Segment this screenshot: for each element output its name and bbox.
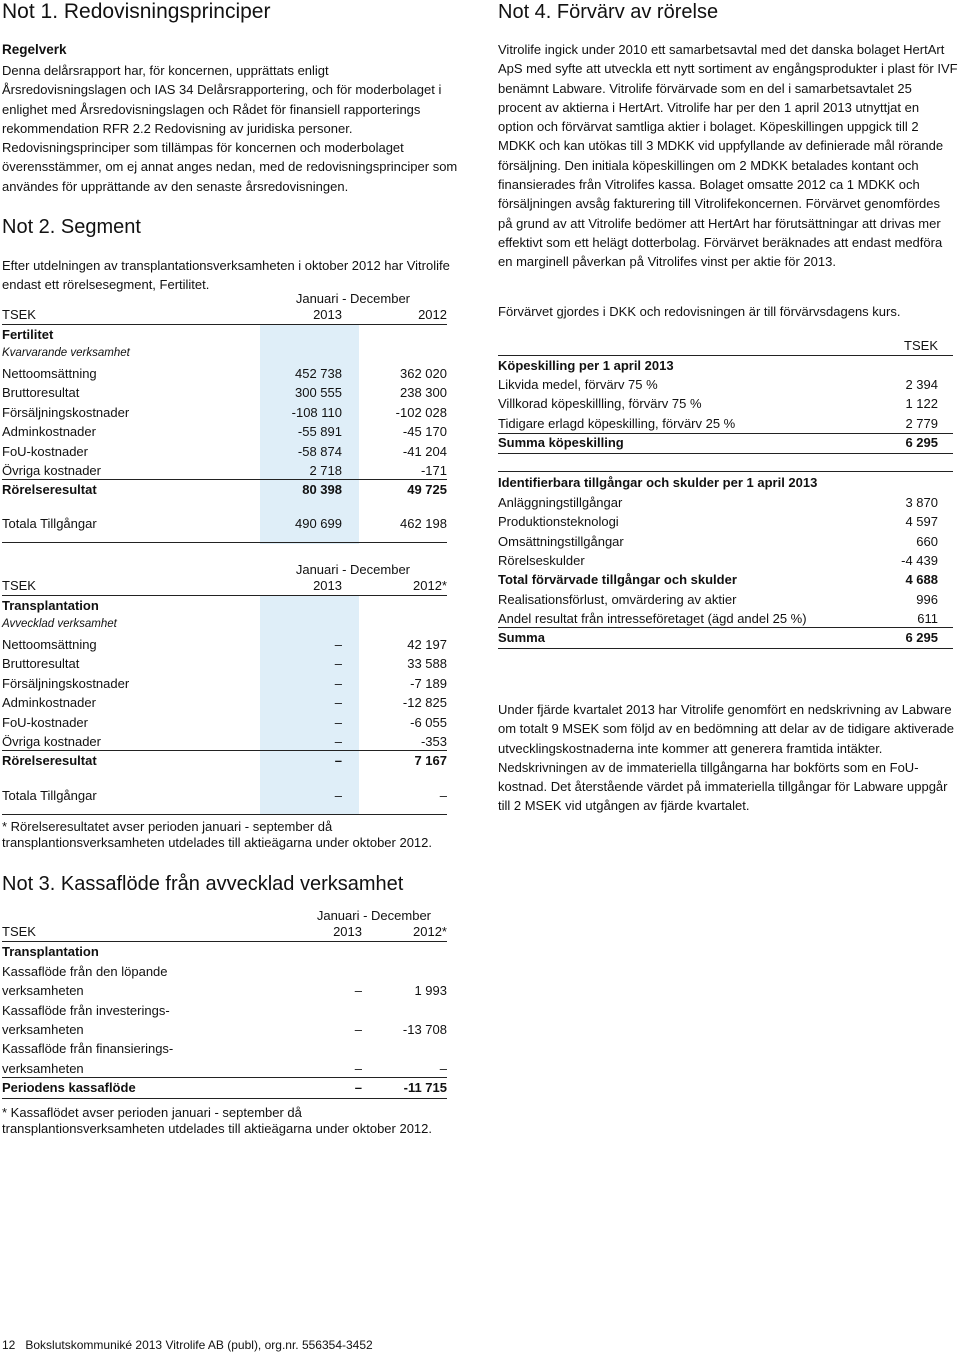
row-value-current: -55 891 <box>297 424 342 440</box>
table-row <box>498 394 953 413</box>
row-value: 4 597 <box>905 514 938 530</box>
t3-total-v1: – <box>354 1080 362 1095</box>
row-value: -6 055 <box>410 714 447 730</box>
table-row <box>2 442 447 461</box>
row-label: Kassaflöde från den löpande <box>2 964 168 979</box>
row-label: verksamheten <box>2 1060 84 1076</box>
table-row <box>498 375 953 394</box>
row-label: Adminkostnader <box>2 695 96 711</box>
t2-bottom-rule <box>2 814 447 815</box>
row-label: Kassaflöde från investerings- <box>2 1002 170 1018</box>
t1-assets-label: Totala Tillgångar <box>2 516 97 531</box>
row-value: 238 300 <box>400 385 447 401</box>
row-value: -171 <box>420 463 447 478</box>
t3-col-2013: 2013 <box>333 924 362 939</box>
t4-unit: TSEK <box>904 338 938 353</box>
t1-total-row <box>2 480 447 499</box>
table-row <box>2 461 447 480</box>
row-value-current: – <box>334 675 342 691</box>
row-value: 660 <box>916 533 938 549</box>
t1-assets-v1: 490 699 <box>295 516 342 531</box>
table-row <box>2 1059 447 1078</box>
row-value-current: -58 874 <box>297 443 342 459</box>
row-value-current: – <box>334 714 342 730</box>
t2-assets-row <box>2 786 447 805</box>
t3-bottom-rule <box>2 1098 447 1099</box>
t1-section: Fertilitet <box>2 327 54 342</box>
not4-title: Not 4. Förvärv av rörelse <box>498 1 719 23</box>
row-value: 2 779 <box>905 415 938 431</box>
table-row <box>2 422 447 441</box>
row-label: Realisationsförlust, omvärdering av aktier <box>498 592 737 607</box>
kop-total-value: 6 295 <box>905 435 938 450</box>
row-value: -7 189 <box>410 675 447 691</box>
t1-total-v2: 49 725 <box>407 482 447 497</box>
row-label: Omsättningstillgångar <box>498 533 624 549</box>
t1-total-v1: 80 398 <box>302 482 342 497</box>
row-value: -41 204 <box>402 443 447 459</box>
row-value-current: – <box>354 1022 362 1038</box>
t3-total-label: Periodens kassaflöde <box>2 1080 136 1095</box>
t1-assets-v2: 462 198 <box>400 516 447 531</box>
t1-col-2012: 2012 <box>418 307 447 322</box>
id-sum-row <box>498 628 953 647</box>
t3-unit: TSEK <box>2 924 36 939</box>
row-value: 33 588 <box>407 656 447 672</box>
row-value-current: 452 738 <box>295 366 342 381</box>
t1-bottom-rule <box>2 542 447 543</box>
row-label: Övriga kostnader <box>2 734 101 749</box>
t2-total-v1: – <box>334 753 342 768</box>
row-value: – <box>439 1060 447 1076</box>
row-label: Produktionsteknologi <box>498 514 619 530</box>
table-row <box>2 654 447 673</box>
t2-assets-label: Totala Tillgångar <box>2 788 97 803</box>
row-value-current: – <box>354 983 362 999</box>
t1-assets-row <box>2 514 447 533</box>
t1-unit: TSEK <box>2 307 36 322</box>
table-row <box>2 383 447 402</box>
not1-subtitle: Regelverk <box>2 42 67 57</box>
id-total-row <box>498 570 953 589</box>
table-row <box>2 674 447 693</box>
id-total-value: 4 688 <box>905 572 938 587</box>
row-value: 1 993 <box>414 983 447 999</box>
kop-total-row <box>498 433 953 452</box>
t2-section: Transplantation <box>2 598 99 613</box>
t3-col-2012: 2012* <box>413 924 447 939</box>
row-value: -45 170 <box>402 424 447 440</box>
table-row <box>2 981 447 1000</box>
t3-total-row <box>2 1078 447 1097</box>
row-label-line1 <box>2 962 447 981</box>
t1-subsection: Kvarvarande verksamhet <box>2 347 130 359</box>
row-label: Nettoomsättning <box>2 637 97 652</box>
page-number: 12 <box>2 1338 16 1352</box>
row-label: Villkorad köpeskillling, förvärv 75 % <box>498 396 702 412</box>
not1-title: Not 1. Redovisningsprinciper <box>2 0 271 23</box>
t2-col-2013: 2013 <box>313 578 342 593</box>
id-header-rule <box>498 471 953 472</box>
table-row <box>2 732 447 751</box>
not2-footnote: * Rörelseresultatet avser perioden januari - september då transplantionsverksamheten utdelades till aktieägarna under oktober 2012. <box>2 819 432 850</box>
row-value: -4 439 <box>901 553 938 569</box>
row-label: Andel resultat från intresseföretaget (ägd andel 25 %) <box>498 611 807 627</box>
t3-total-v2: -11 715 <box>403 1080 447 1095</box>
row-label: Likvida medel, förvärv 75 % <box>498 377 658 392</box>
row-value: 42 197 <box>407 637 447 652</box>
row-value: 996 <box>916 592 938 607</box>
row-label: Försäljningskostnader <box>2 404 130 420</box>
not4-paragraph-1: Vitrolife ingick under 2010 ett samarbetsavtal med det danska bolaget HertArt ApS med syfte att utveckla ett nytt sortiment av engångsprodukter i plast för IVF benämnt Labware. Vitrolife förvärvade som en del i samarbetsavtalet 25 procent av aktierna i HertArt. Vitrolife har per den 1 april 2013 utnyttjat en option och förvärvat samtliga aktier i bolaget. Köpeskillingen uppgick till 2 MDKK och kan utökas till 3 MDKK vid uppfyllande av definierade mål rörande försäljning. Den initiala köpeskillingen om 2 MDKK betalades kontant och finansierades från Vitrolifes kassa. Bolaget omsatte 2012 ca 1 MDKK och försäljningen avsåg fakturering till Vitrolifekoncernen. Förvärvet genomfördes på grund av att Vitrolife bedömer att HertArt har förutsättningar att drivas mer effektivt som ett helägt dotterbolag. Förvärvet beräknades att endast medföra en marginell påverkan på Vitrolifes vinst per aktie för 2013. <box>498 42 958 270</box>
table-row <box>498 609 953 628</box>
row-value: -353 <box>420 734 447 749</box>
not4-paragraph-2: Förvärvet gjordes i DKK och redovisningen är till förvärvsdagens kurs. <box>498 304 901 319</box>
footer-text: Bokslutskommuniké 2013 Vitrolife AB (publ), org.nr. 556354-3452 <box>25 1338 373 1352</box>
row-value-current: – <box>334 734 342 749</box>
id-bottom-rule <box>498 648 953 649</box>
table-row <box>498 590 953 609</box>
row-value: -102 028 <box>395 404 447 420</box>
table-row <box>2 693 447 712</box>
row-value-current: – <box>334 637 342 652</box>
table-row <box>498 512 953 531</box>
id-sum-value: 6 295 <box>905 630 938 645</box>
id-total-label: Total förvärvade tillgångar och skulder <box>498 572 737 587</box>
t2-period: Januari - December <box>295 562 410 577</box>
not4-paragraph-3: Under fjärde kvartalet 2013 har Vitrolife genomfört en nedskrivning av Labware om totalt 9 MSEK som följd av en bedömning att delar av de tidigare aktiverade utvecklingskostnaderna inte kommer att generera framtida intäkter. Nedskrivningen av de immateriella tillgångarna har bokförts som en FoU-kostnad. Det återstående värdet på immateriella tillgångar för Labware uppgår till 2 MSEK vid utgången av fjärde kvartalet. <box>498 702 954 814</box>
table-row <box>498 551 953 570</box>
not1-paragraph-2: Redovisningsprinciper som tillämpas för koncernen och moderbolaget överensstämmer, om ej annat anges nedan, med de redovisningsprinciper som användes för upprättande av den senaste årsredovisningen. <box>2 140 458 194</box>
table-row <box>498 493 953 512</box>
row-label: Adminkostnader <box>2 424 96 440</box>
table-row <box>2 403 447 422</box>
not3-title: Not 3. Kassaflöde från avvecklad verksamhet <box>2 873 404 895</box>
row-label: Bruttoresultat <box>2 656 80 672</box>
row-value-current: 2 718 <box>309 463 342 478</box>
t3-period: Januari - December <box>316 908 431 923</box>
row-label: Rörelseskulder <box>498 553 585 569</box>
row-value: 3 870 <box>905 495 938 510</box>
row-value-current: -108 110 <box>291 404 342 420</box>
row-value-current: – <box>334 695 342 711</box>
not2-title: Not 2. Segment <box>2 216 141 238</box>
row-label: Tidigare erlagd köpeskilling, förvärv 25 % <box>498 415 736 431</box>
row-label-line1 <box>2 1039 447 1058</box>
row-label: FoU-kostnader <box>2 714 88 730</box>
t2-assets-v2: – <box>439 788 447 803</box>
table-row <box>2 364 447 383</box>
table-row <box>498 414 953 433</box>
row-value-current: 300 555 <box>295 385 342 401</box>
row-label: Övriga kostnader <box>2 463 101 478</box>
row-value: 2 394 <box>905 377 938 392</box>
row-label: Bruttoresultat <box>2 385 80 401</box>
t2-total-v2: 7 167 <box>414 753 447 768</box>
t1-period: Januari - December <box>295 291 410 306</box>
row-label: Kassaflöde från finansierings- <box>2 1041 174 1057</box>
t2-assets-v1: – <box>334 788 342 803</box>
row-value: -13 708 <box>402 1022 447 1038</box>
id-title: Identifierbara tillgångar och skulder per 1 april 2013 <box>498 475 818 490</box>
t2-total-label: Rörelseresultat <box>2 753 97 768</box>
table-row <box>2 1020 447 1039</box>
row-label: verksamheten <box>2 1022 84 1038</box>
row-label: Försäljningskostnader <box>2 675 130 691</box>
t3-section: Transplantation <box>2 944 99 959</box>
kop-total-label: Summa köpeskilling <box>498 435 624 450</box>
not1-paragraph-1: Denna delårsrapport har, för koncernen, upprättats enligt Årsredovisningslagen och IAS 34 Delårsrapportering, och för moderbolaget i enlighet med Årsredovisningslagen och Rådet för finansiell rapporterings rekommendation RFR 2.2 Redovisning av juridiska personer. <box>2 63 442 136</box>
row-value: 362 020 <box>400 366 447 381</box>
t2-col-2012: 2012* <box>413 578 447 593</box>
row-value: 1 122 <box>905 396 938 412</box>
row-label-line1 <box>2 1001 447 1020</box>
not2-intro: Efter utdelningen av transplantationsverksamheten i oktober 2012 har Vitrolife endast ett rörelsesegment, Fertilitet. <box>2 258 450 293</box>
row-label: FoU-kostnader <box>2 443 88 459</box>
t2-subsection: Avvecklad verksamhet <box>2 618 117 630</box>
t2-unit: TSEK <box>2 578 36 593</box>
t1-col-2013: 2013 <box>313 307 342 322</box>
page-footer <box>2 1338 373 1352</box>
kop-title: Köpeskilling per 1 april 2013 <box>498 358 674 373</box>
row-value-current: – <box>354 1060 362 1076</box>
table-row <box>2 713 447 732</box>
id-sum-label: Summa <box>498 630 545 645</box>
t1-total-label: Rörelseresultat <box>2 482 97 497</box>
row-label: Anläggningstillgångar <box>498 495 623 510</box>
table-row <box>2 635 447 654</box>
table-row <box>498 532 953 551</box>
row-value: -12 825 <box>402 695 447 711</box>
row-value: 611 <box>917 611 938 627</box>
row-label: Nettoomsättning <box>2 366 97 381</box>
row-value-current: – <box>334 656 342 672</box>
kop-bottom-rule <box>498 453 953 454</box>
not3-footnote: * Kassaflödet avser perioden januari - september då transplantionsverksamheten utdelades till aktieägarna under oktober 2012. <box>2 1105 432 1136</box>
t2-total-row <box>2 751 447 770</box>
row-label: verksamheten <box>2 983 84 999</box>
